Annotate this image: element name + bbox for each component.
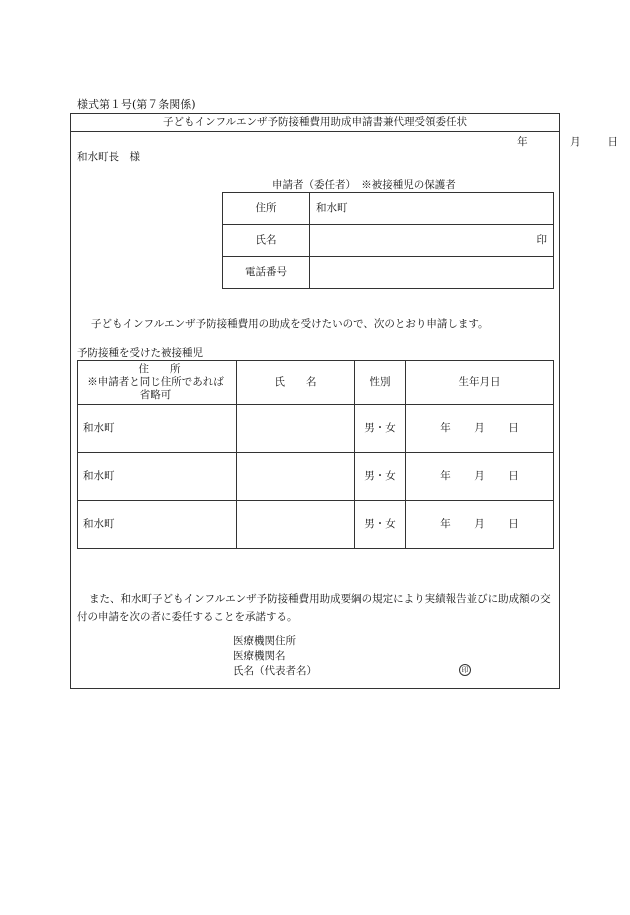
addressee: 和水町長 様 xyxy=(77,151,140,163)
applicant-table xyxy=(222,192,554,289)
header-address xyxy=(78,361,237,405)
child-address-cell[interactable] xyxy=(78,405,237,453)
child-sex: 男・女 xyxy=(364,422,396,435)
child-sex-cell[interactable] xyxy=(355,453,406,501)
header-address-note: ※申請者と同じ住所であれば省略可 xyxy=(87,376,224,401)
child-dob-cell[interactable] xyxy=(406,405,554,453)
children-table xyxy=(77,360,554,549)
dob-month: 月 xyxy=(474,518,485,531)
institution-address-label: 医療機関住所 xyxy=(233,635,296,647)
applicant-phone-row xyxy=(223,257,554,289)
date-line xyxy=(507,136,618,149)
request-text: 子どもインフルエンザ予防接種費用の助成を受けたいので、次のとおり申請します。 xyxy=(91,318,489,330)
child-address: 和水町 xyxy=(83,470,115,483)
child-dob-cell[interactable] xyxy=(406,501,554,549)
dob-day: 日 xyxy=(508,470,519,483)
child-sex-cell[interactable] xyxy=(355,405,406,453)
form-number: 様式第１号(第７条関係) xyxy=(77,98,196,111)
institution-rep-label: 氏名（代表者名） xyxy=(233,665,317,677)
applicant-heading: 申請者（委任者） ※被接種児の保護者 xyxy=(272,179,456,191)
dob-year: 年 xyxy=(440,518,451,531)
applicant-name-row xyxy=(223,225,554,257)
child-address-cell[interactable] xyxy=(78,453,237,501)
child-dob-cell[interactable] xyxy=(406,453,554,501)
dob-month: 月 xyxy=(474,422,485,435)
children-heading: 予防接種を受けた被接種児 xyxy=(77,347,203,359)
dob-year: 年 xyxy=(440,470,451,483)
form-title: 子どもインフルエンザ予防接種費用助成申請書兼代理受領委任状 xyxy=(71,114,559,132)
table-row xyxy=(78,501,554,549)
seal-mark: 印 xyxy=(536,234,547,247)
child-sex: 男・女 xyxy=(364,518,396,531)
institution-block xyxy=(233,634,317,679)
dob-month: 月 xyxy=(474,470,485,483)
child-sex-cell[interactable] xyxy=(355,501,406,549)
header-address-title: 住 所 xyxy=(138,363,181,375)
consent-text: また、和水町子どもインフルエンザ予防接種費用助成要綱の規定により実績報告並びに助成額の交付の申請を次の者に委任することを承諾する。 xyxy=(77,593,551,623)
dob-day: 日 xyxy=(508,518,519,531)
phone-field[interactable] xyxy=(310,257,554,289)
applicant-address-row xyxy=(223,193,554,225)
table-row xyxy=(78,453,554,501)
child-address: 和水町 xyxy=(83,422,115,435)
address-label: 住所 xyxy=(223,193,310,225)
address-value: 和水町 xyxy=(316,202,348,215)
child-name-cell[interactable] xyxy=(237,405,355,453)
address-field[interactable] xyxy=(310,193,554,225)
seal-stamp-icon: 印 xyxy=(459,664,471,676)
header-dob: 生年月日 xyxy=(406,361,554,405)
header-name: 氏 名 xyxy=(237,361,355,405)
child-address: 和水町 xyxy=(83,518,115,531)
child-name-cell[interactable] xyxy=(237,453,355,501)
child-address-cell[interactable] xyxy=(78,501,237,549)
date-year: 年 xyxy=(517,136,528,148)
table-row xyxy=(78,405,554,453)
phone-label: 電話番号 xyxy=(223,257,310,289)
institution-name-label: 医療機関名 xyxy=(233,650,286,662)
dob-day: 日 xyxy=(508,422,519,435)
header-sex: 性別 xyxy=(355,361,406,405)
name-label: 氏名 xyxy=(223,225,310,257)
name-field[interactable] xyxy=(310,225,554,257)
child-sex: 男・女 xyxy=(364,470,396,483)
date-month: 月 xyxy=(570,136,581,148)
dob-year: 年 xyxy=(440,422,451,435)
child-name-cell[interactable] xyxy=(237,501,355,549)
children-header-row xyxy=(78,361,554,405)
date-day: 日 xyxy=(607,136,618,148)
